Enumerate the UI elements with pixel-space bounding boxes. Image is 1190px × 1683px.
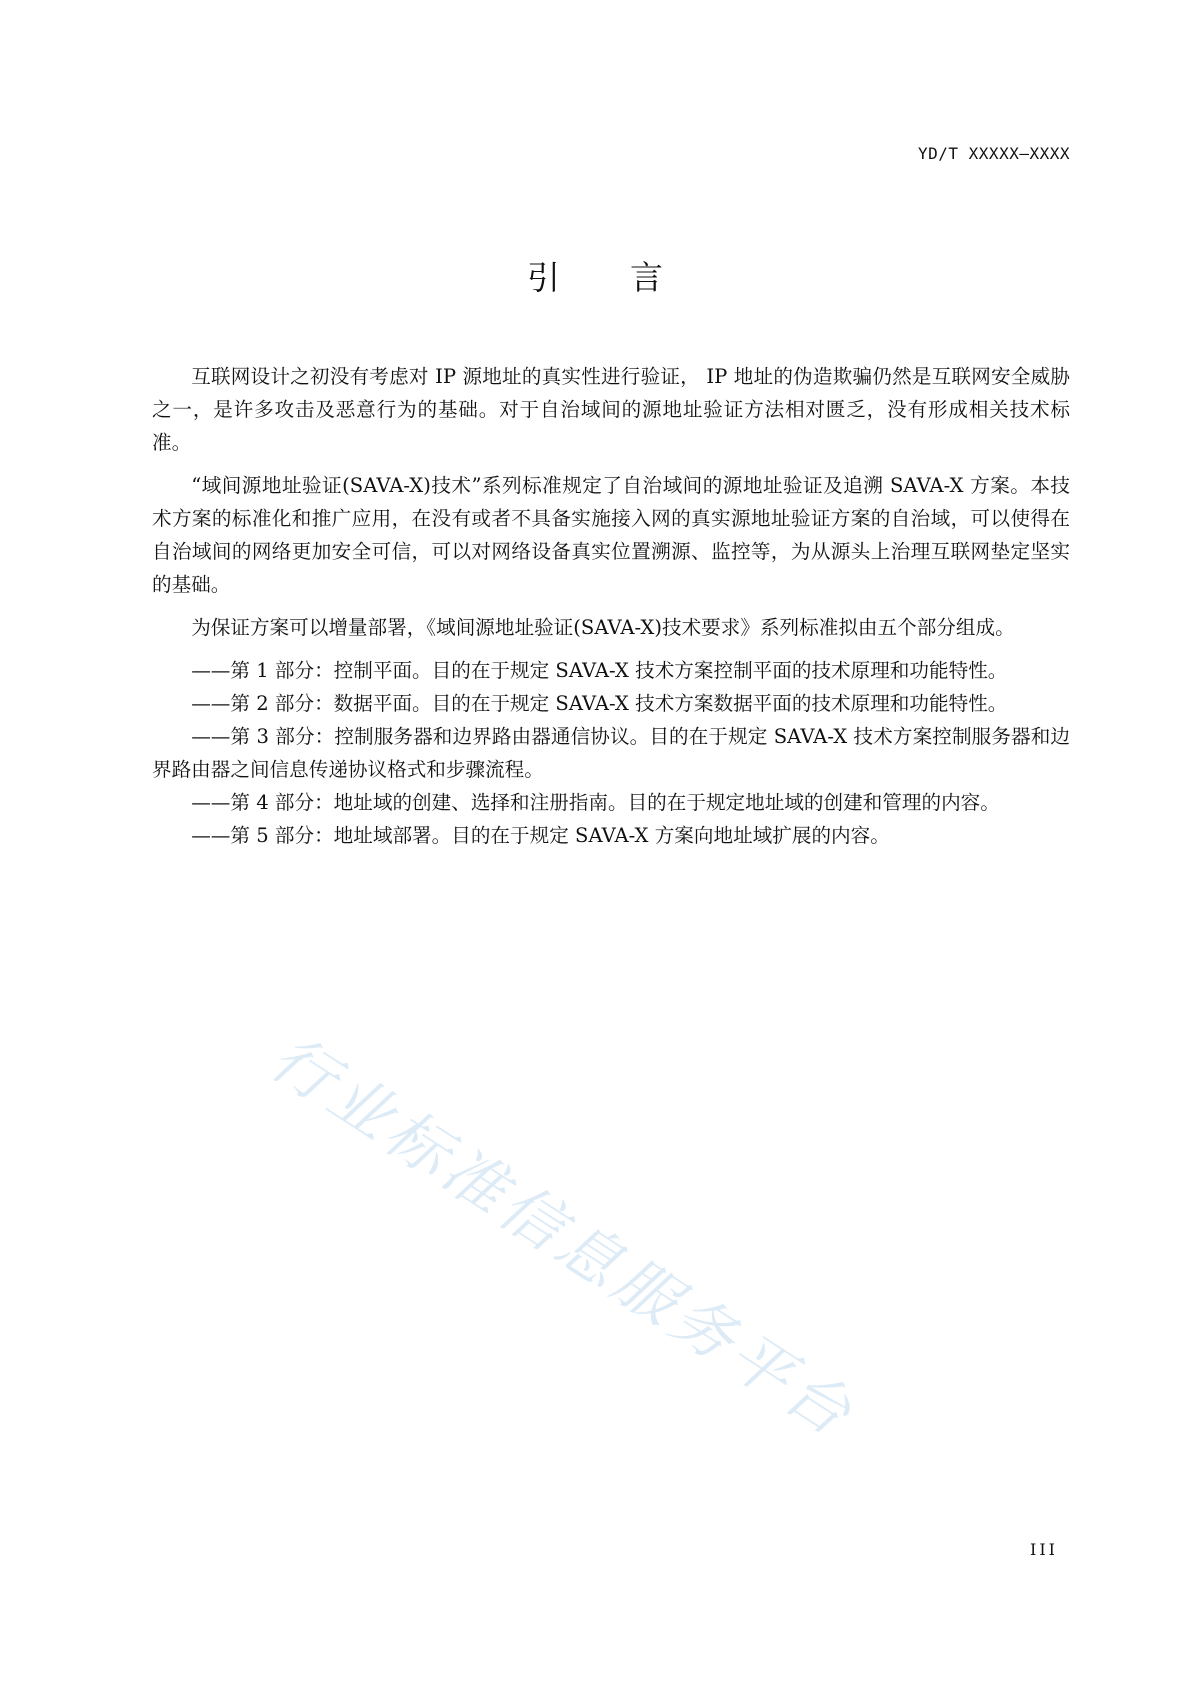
part-item-2: ——第 2 部分：数据平面。目的在于规定 SAVA-X 技术方案数据平面的技术原理和功能特性。 xyxy=(191,692,1008,715)
part-item-4: ——第 4 部分：地址域的创建、选择和注册指南。目的在于规定地址域的创建和管理的内容。 xyxy=(191,791,1000,814)
title-char-2: 言 xyxy=(630,258,663,297)
part-item-1: ——第 1 部分：控制平面。目的在于规定 SAVA-X 技术方案控制平面的技术原理和功能特性。 xyxy=(191,659,1008,682)
document-code: YD/T XXXXX—XXXX xyxy=(918,144,1070,163)
paragraph-3: 为保证方案可以增量部署，《域间源地址验证(SAVA-X)技术要求》系列标准拟由五个部分组成。 xyxy=(191,616,1015,639)
watermark: 行业标准信息服务平台 xyxy=(258,1020,869,1453)
part-item-5: ——第 5 部分：地址域部署。目的在于规定 SAVA-X 方案向地址域扩展的内容。 xyxy=(191,824,890,847)
paragraph-2: “域间源地址验证(SAVA-X)技术”系列标准规定了自治域间的源地址验证及追溯 SAVA-X 方案。本技术方案的标准化和推广应用，在没有或者不具备实施接入网的真实源地址验证方案的自治域，可以使得在自治域间的网络更加安全可信，可以对网络设备真实位置溯源、监控等，为从源头上治理互联网垫定坚实的基础。 xyxy=(152,474,1070,596)
parts-list xyxy=(152,654,1070,852)
page-number: III xyxy=(1030,1540,1058,1559)
title-char-1: 引 xyxy=(527,258,560,297)
introduction-body xyxy=(152,360,1070,852)
page-title xyxy=(0,252,1190,299)
paragraph-1: 互联网设计之初没有考虑对 IP 源地址的真实性进行验证， IP 地址的伪造欺骗仍然是互联网安全威胁之一，是许多攻击及恶意行为的基础。对于自治域间的源地址验证方法相对匮乏，没有形成相关技术标准。 xyxy=(152,365,1070,454)
part-item-3: ——第 3 部分：控制服务器和边界路由器通信协议。目的在于规定 SAVA-X 技术方案控制服务器和边界路由器之间信息传递协议格式和步骤流程。 xyxy=(152,725,1070,781)
